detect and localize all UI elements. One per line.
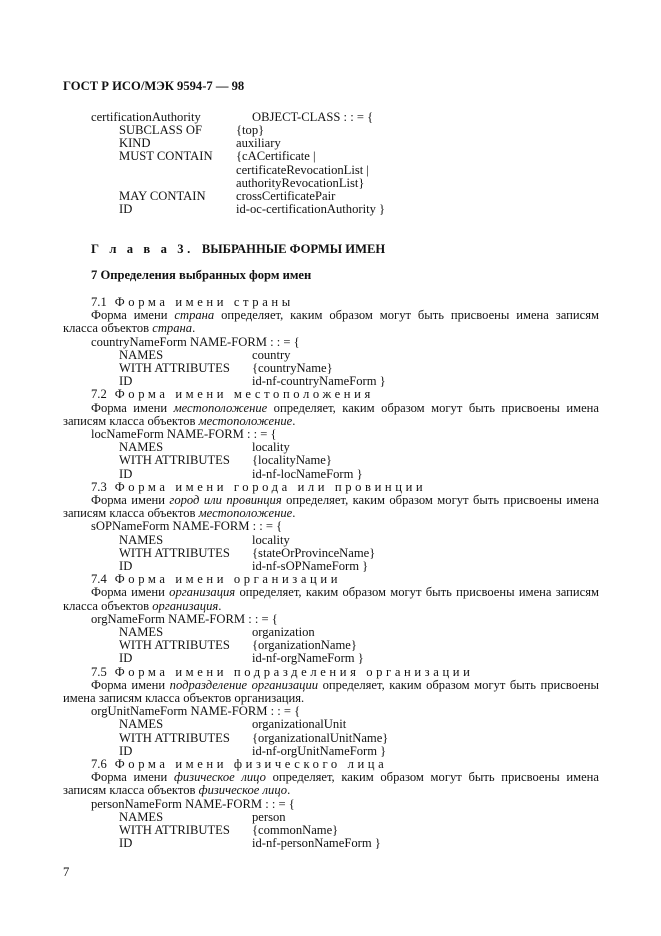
attribute-key: NAMES [119, 347, 164, 362]
attribute-key: MUST CONTAIN [119, 149, 213, 164]
attribute-key: KIND [119, 136, 151, 151]
name-form-declaration: orgUnitNameForm NAME-FORM : : = { [91, 704, 301, 719]
paragraph-text: Форма имени [91, 677, 170, 692]
italic-term: местоположение [198, 413, 293, 428]
italic-term: местоположение [198, 506, 293, 521]
section-title: Форма имени местоположения [114, 387, 374, 402]
chapter-label: Г л а в а 3. [91, 242, 194, 256]
attribute-value: crossCertificatePair [236, 189, 336, 203]
section-heading [91, 481, 426, 494]
name-form-declaration: sOPNameForm NAME-FORM : : = { [91, 519, 283, 534]
attribute-key: ID [119, 374, 133, 389]
section-number: 7.1 [91, 295, 107, 309]
attribute-value: auxiliary [236, 136, 281, 151]
italic-term: страна [152, 321, 193, 336]
paragraph-text: Форма имени [91, 308, 175, 323]
paragraph-text: . [218, 598, 222, 613]
page-number: 7 [63, 865, 70, 879]
attribute-key: NAMES [119, 717, 164, 732]
attribute-key: NAMES [119, 625, 164, 639]
attribute-value: id-oc-certificationAuthority } [236, 202, 386, 217]
paragraph-text: Форма имени [91, 585, 170, 600]
attribute-value: id-nf-personNameForm } [252, 836, 381, 851]
attribute-key: ID [119, 559, 133, 573]
section-title: Форма имени физического лица [114, 757, 388, 771]
paragraph-text: . [192, 321, 196, 336]
attribute-key: ID [119, 651, 133, 666]
attribute-key: WITH ATTRIBUTES [119, 361, 230, 375]
section-number: 7.4 [91, 572, 107, 587]
italic-term: подразделение организации [169, 677, 319, 692]
attribute-key: NAMES [119, 809, 164, 824]
attribute-value: {organizationName} [252, 638, 357, 653]
name-form-declaration: locNameForm NAME-FORM : : = { [91, 427, 277, 441]
attribute-value: {top} [236, 123, 265, 137]
attribute-key: ID [119, 743, 133, 758]
attribute-value: person [252, 809, 286, 824]
section-title: Форма имени страны [114, 295, 294, 309]
paragraph-text: определяет, каким образом могут быть присвоены имена записям класса объектов [63, 308, 599, 336]
italic-term: местоположение [173, 400, 268, 415]
italic-term: город или провинция [169, 493, 282, 507]
attribute-key: WITH ATTRIBUTES [119, 453, 230, 468]
paragraph-text: определяет, каким образом могут быть присвоены имена записям класса объектов [63, 493, 599, 521]
attribute-value: {cACertificate | [236, 149, 316, 164]
name-form-declaration: personNameForm NAME-FORM : : = { [91, 796, 295, 811]
attribute-value: id-nf-sOPNameForm } [252, 559, 369, 573]
paragraph-text: . [287, 783, 291, 798]
section-heading [91, 388, 374, 401]
attribute-value: id-nf-orgUnitNameForm } [252, 743, 387, 758]
attribute-key: MAY CONTAIN [119, 189, 206, 203]
section-paragraph [63, 586, 599, 612]
attribute-value: {organizationalUnitName} [252, 730, 389, 745]
attribute-value: {localityName} [252, 453, 332, 468]
object-class-name: certificationAuthority [91, 110, 201, 124]
name-form-declaration: orgNameForm NAME-FORM : : = { [91, 611, 278, 626]
italic-term: организация [152, 598, 219, 613]
paragraph-text: Форма имени [91, 493, 170, 507]
paragraph-text: определяет, каким образом могут быть присвоены имена записям класса объектов организация. [63, 677, 599, 705]
document-header: ГОСТ Р ИСО/МЭК 9594-7 — 98 [63, 79, 245, 93]
name-form-declaration: countryNameForm NAME-FORM : : = { [91, 334, 300, 349]
attribute-value: {countryName} [252, 361, 333, 375]
section-title: Форма имени организации [114, 572, 342, 587]
section-number: 7.5 [91, 664, 107, 679]
section-paragraph [63, 309, 599, 335]
attribute-value: authorityRevocationList} [236, 175, 365, 190]
section-number: 7.2 [91, 387, 107, 402]
section-paragraph [63, 771, 599, 797]
attribute-value: locality [252, 440, 290, 455]
paragraph-text: определяет, каким образом могут быть присвоены имена записям класса объектов [63, 770, 599, 798]
attribute-value: country [252, 347, 291, 362]
italic-term: физическое лицо [173, 770, 266, 785]
attribute-value: {stateOrProvinceName} [252, 545, 376, 560]
section-title: Форма имени города или провинции [114, 479, 427, 494]
section-number: 7.6 [91, 757, 107, 771]
attribute-key: NAMES [119, 532, 164, 547]
section-title: Форма имени подразделения организации [114, 664, 474, 679]
attribute-value: {commonName} [252, 823, 339, 837]
section-heading [91, 666, 473, 679]
paragraph-text: . [292, 506, 296, 521]
section-paragraph [63, 494, 599, 520]
section-number: 7.3 [91, 479, 107, 494]
attribute-key: WITH ATTRIBUTES [119, 545, 230, 560]
italic-term: страна [174, 308, 215, 323]
paragraph-text: Форма имени [91, 770, 174, 785]
chapter-title: ВЫБРАННЫЕ ФОРМЫ ИМЕН [201, 242, 386, 256]
attribute-key: ID [119, 202, 133, 217]
chapter-heading [91, 243, 385, 256]
attribute-value: organizationalUnit [252, 717, 347, 732]
attribute-value: locality [252, 532, 290, 547]
attribute-value: organization [252, 625, 315, 639]
attribute-key: NAMES [119, 440, 164, 455]
attribute-key: WITH ATTRIBUTES [119, 823, 230, 837]
attribute-key: WITH ATTRIBUTES [119, 730, 230, 745]
attribute-value: id-nf-orgNameForm } [252, 651, 364, 666]
attribute-key: ID [119, 466, 133, 481]
attribute-key: ID [119, 836, 133, 851]
paragraph-text: Форма имени [91, 400, 174, 415]
attribute-key: SUBCLASS OF [119, 123, 202, 137]
clause-title: 7 Определения выбранных форм имен [91, 268, 312, 282]
section-heading [91, 573, 341, 586]
italic-term: физическое лицо [198, 783, 288, 798]
paragraph-text: . [292, 413, 296, 428]
attribute-value: certificateRevocationList | [236, 162, 369, 177]
attribute-value: id-nf-countryNameForm } [252, 374, 386, 389]
attribute-value: id-nf-locNameForm } [252, 466, 363, 481]
object-class-keyword: OBJECT-CLASS : : = { [252, 110, 374, 124]
attribute-key: WITH ATTRIBUTES [119, 638, 230, 653]
italic-term: организация [169, 585, 236, 600]
paragraph-text: определяет, каким образом могут быть присвоены имена записям класса объектов [63, 585, 599, 613]
section-paragraph [63, 679, 599, 705]
paragraph-text: определяет, каким образом могут быть присвоены имена записям класса объектов [63, 400, 599, 428]
section-paragraph [63, 402, 599, 428]
